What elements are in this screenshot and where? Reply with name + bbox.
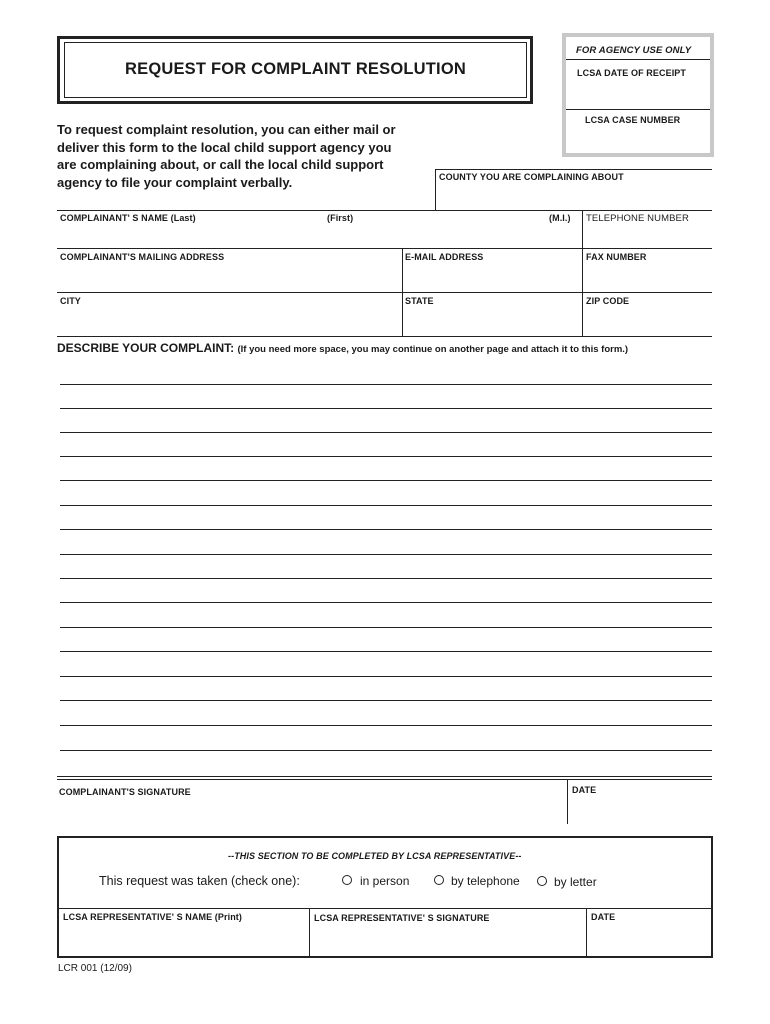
lcsa-case-number-field[interactable] <box>566 110 710 153</box>
complainant-signature-label: COMPLAINANT'S SIGNATURE <box>59 787 191 797</box>
lcsa-date-of-receipt-field[interactable] <box>566 60 710 108</box>
intro-line: agency to file your complaint verbally. <box>57 174 293 190</box>
signature-top-line-2 <box>57 779 712 780</box>
complaint-line <box>60 651 712 652</box>
name-mi-label: (M.I.) <box>549 213 571 223</box>
complaint-line <box>60 554 712 555</box>
intro-line: To request complaint resolution, you can either mail or <box>57 122 396 137</box>
by-telephone-radio[interactable] <box>434 875 444 885</box>
fax-label: FAX NUMBER <box>586 252 647 262</box>
complaint-line <box>60 627 712 628</box>
signature-date-field[interactable] <box>569 781 712 824</box>
rep-date-label: DATE <box>591 912 616 922</box>
complaint-line <box>60 480 712 481</box>
rep-col-divider-1 <box>309 909 310 956</box>
email-field[interactable] <box>403 249 581 292</box>
name-first-label: (First) <box>327 213 354 223</box>
intro-line: deliver this form to the local child support agency you <box>57 139 392 155</box>
title-box <box>64 42 527 98</box>
complaint-line <box>60 750 712 751</box>
complainant-signature-field[interactable] <box>57 781 566 824</box>
describe-note-text: (If you need more space, you may continue on another page and attach it to this form.) <box>237 344 629 355</box>
state-label: STATE <box>405 296 434 306</box>
complaint-line <box>60 578 712 579</box>
describe-complaint-heading <box>57 341 628 355</box>
agency-use-header: FOR AGENCY USE ONLY <box>576 45 692 56</box>
signature-date-label: DATE <box>572 785 597 795</box>
complaint-line <box>60 432 712 433</box>
complaint-description-area[interactable] <box>60 362 712 756</box>
complaint-line <box>60 700 712 701</box>
fax-field[interactable] <box>583 249 712 292</box>
rep-date-field[interactable] <box>588 909 710 955</box>
name-last-label: COMPLAINANT' S NAME (Last) <box>60 213 196 223</box>
complaint-line <box>60 602 712 603</box>
mailing-address-field[interactable] <box>57 249 401 292</box>
county-label: COUNTY YOU ARE COMPLAINING ABOUT <box>439 172 624 182</box>
city-field[interactable] <box>57 293 401 336</box>
zip-label: ZIP CODE <box>586 296 630 306</box>
lcsa-date-of-receipt-label: LCSA DATE OF RECEIPT <box>577 68 687 78</box>
complainant-name-field[interactable] <box>57 211 581 248</box>
representative-section-title: --THIS SECTION TO BE COMPLETED BY LCSA REPRESENTATIVE-- <box>228 851 522 861</box>
complaint-line <box>60 505 712 506</box>
state-field[interactable] <box>403 293 581 336</box>
form-title: REQUEST FOR COMPLAINT RESOLUTION <box>125 60 466 78</box>
rep-col-divider-2 <box>586 909 587 956</box>
complaint-line <box>60 384 712 385</box>
describe-heading-text: DESCRIBE YOUR COMPLAINT: <box>57 341 235 355</box>
zip-field[interactable] <box>583 293 712 336</box>
complaint-line <box>60 529 712 530</box>
county-field[interactable] <box>436 170 712 210</box>
telephone-field[interactable] <box>583 211 712 248</box>
rep-signature-label: LCSA REPRESENTATIVE' S SIGNATURE <box>314 913 490 923</box>
grid-line-4 <box>57 336 712 337</box>
intro-line: are complaining about, or call the local child support <box>57 157 384 172</box>
in-person-label: in person <box>360 874 410 888</box>
signature-top-line-1 <box>57 776 712 777</box>
by-letter-label: by letter <box>554 875 597 889</box>
complaint-line <box>60 456 712 457</box>
city-label: CITY <box>60 296 81 306</box>
rep-name-field[interactable] <box>59 909 308 955</box>
by-telephone-label: by telephone <box>451 874 520 888</box>
form-number: LCR 001 (12/09) <box>58 963 132 974</box>
telephone-label: TELEPHONE NUMBER <box>586 213 689 224</box>
mailing-address-label: COMPLAINANT'S MAILING ADDRESS <box>60 252 225 262</box>
rep-signature-field[interactable] <box>311 909 585 955</box>
intro-paragraph <box>57 121 437 191</box>
complaint-line <box>60 408 712 409</box>
signature-date-divider <box>567 780 568 824</box>
rep-name-label: LCSA REPRESENTATIVE' S NAME (Print) <box>63 912 242 922</box>
in-person-radio[interactable] <box>342 875 352 885</box>
by-letter-radio[interactable] <box>537 876 547 886</box>
email-label: E-MAIL ADDRESS <box>405 252 484 262</box>
lcsa-case-number-label: LCSA CASE NUMBER <box>585 115 681 125</box>
complaint-line <box>60 676 712 677</box>
request-taken-label: This request was taken (check one): <box>99 874 300 888</box>
complaint-line <box>60 725 712 726</box>
